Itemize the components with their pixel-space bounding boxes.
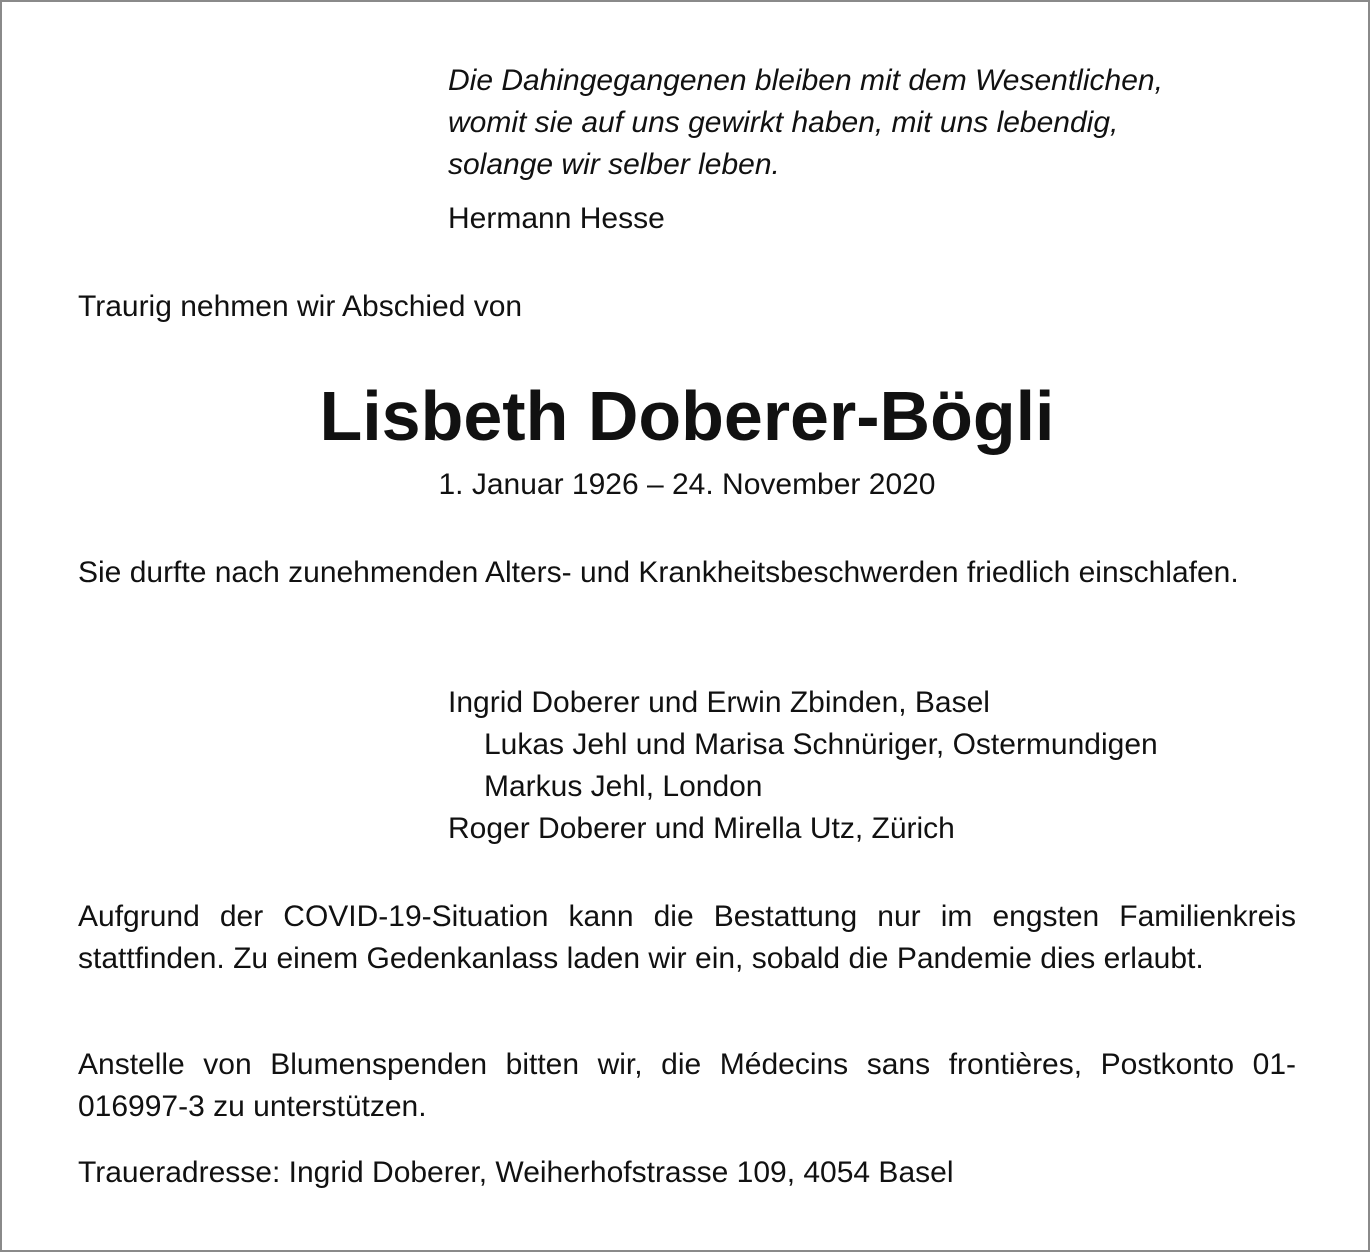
deceased-name: Lisbeth Doberer-Bögli <box>319 377 1055 455</box>
family-list <box>448 682 1328 850</box>
family-member: Ingrid Doberer und Erwin Zbinden, Basel <box>448 686 990 719</box>
family-member: Roger Doberer und Mirella Utz, Zürich <box>448 812 955 845</box>
funeral-note: Aufgrund der COVID-19-Situation kann die Bestattung nur im engsten Familienkreis stattfinden. Zu einem Gedenkanlass laden wir ein, sobald die Pandemie dies erlaubt. <box>78 900 1296 975</box>
donation-note: Anstelle von Blumenspenden bitten wir, die Médecins sans frontières, Postkonto 01-016997-3 zu unterstützen. <box>78 1048 1296 1123</box>
quote-line: solange wir selber leben. <box>448 148 780 181</box>
farewell-intro: Traurig nehmen wir Abschied von <box>78 290 523 323</box>
life-dates: 1. Januar 1926 – 24. November 2020 <box>438 468 936 501</box>
family-member: Markus Jehl, London <box>484 770 763 803</box>
family-member: Lukas Jehl und Marisa Schnüriger, Ostermundigen <box>484 728 1158 761</box>
epigraph-quote <box>448 60 1328 240</box>
quote-line: Die Dahingegangenen bleiben mit dem Wesentlichen, <box>448 64 1163 97</box>
quote-author: Hermann Hesse <box>448 202 665 235</box>
quote-line: womit sie auf uns gewirkt haben, mit uns lebendig, <box>448 106 1119 139</box>
passing-text: Sie durfte nach zunehmenden Alters- und Krankheitsbeschwerden friedlich einschlafen. <box>78 556 1239 589</box>
mourning-address: Traueradresse: Ingrid Doberer, Weiherhofstrasse 109, 4054 Basel <box>78 1156 954 1189</box>
